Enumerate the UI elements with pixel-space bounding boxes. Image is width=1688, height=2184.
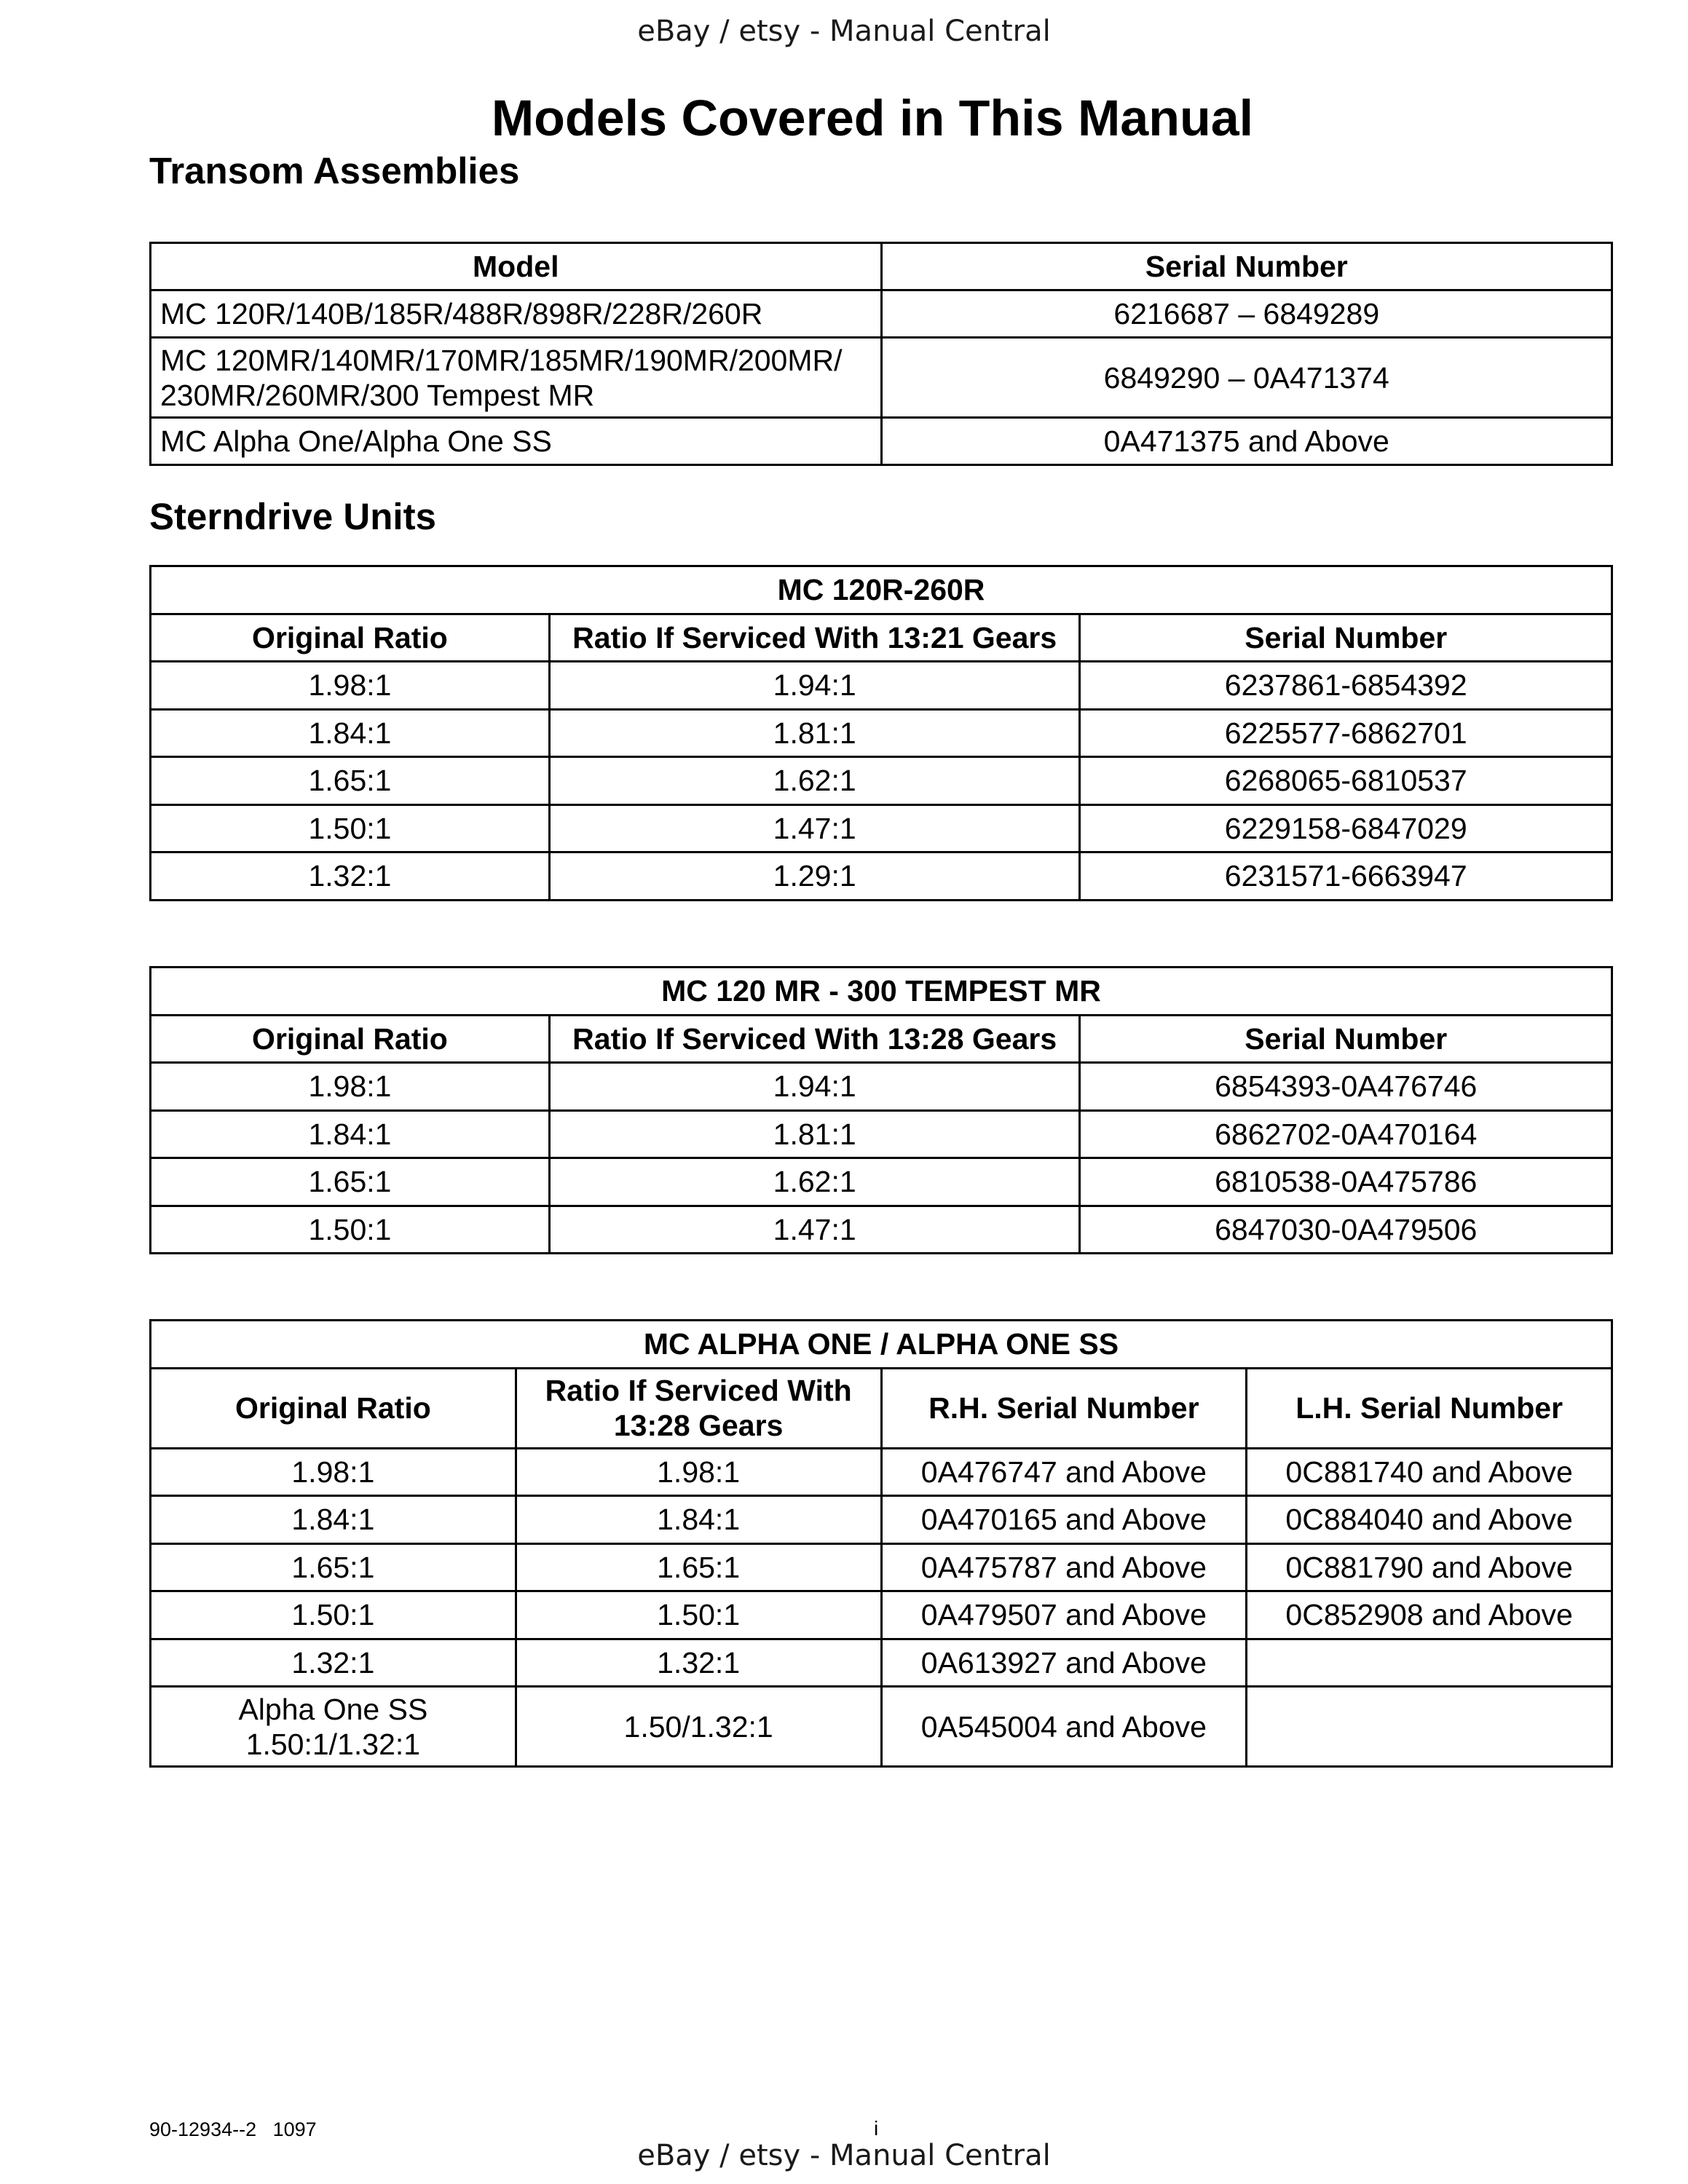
original-ratio-line-1: Alpha One SS [238, 1692, 428, 1726]
lh-serial-cell [1247, 1687, 1612, 1767]
model-line-1: MC 120MR/140MR/170MR/185MR/190MR/200MR/ [160, 343, 843, 377]
serial-cell: 6849290 – 0A471374 [881, 338, 1612, 418]
original-ratio-cell: 1.84:1 [151, 709, 550, 757]
mc120mr-table [149, 966, 1613, 1254]
header-original-ratio: Original Ratio [151, 614, 550, 662]
header-serviced-line-2: 13:28 Gears [613, 1409, 784, 1442]
lh-serial-cell: 0C881740 and Above [1247, 1448, 1612, 1496]
serviced-ratio-cell: 1.84:1 [516, 1496, 881, 1544]
serviced-ratio-cell: 1.94:1 [549, 1063, 1080, 1111]
original-ratio-cell: 1.50:1 [151, 1206, 550, 1254]
watermark-top: eBay / etsy - Manual Central [637, 15, 1051, 48]
header-lh-serial: L.H. Serial Number [1247, 1368, 1612, 1448]
serial-cell: 6854393-0A476746 [1080, 1063, 1612, 1111]
mc120r-table [149, 565, 1613, 901]
rh-serial-cell: 0A545004 and Above [881, 1687, 1247, 1767]
original-ratio-cell: 1.98:1 [151, 1063, 550, 1111]
original-ratio-cell [151, 1687, 516, 1767]
model-cell: MC 120R/140B/185R/488R/898R/228R/260R [151, 290, 882, 338]
table-row [151, 1687, 1612, 1767]
serial-cell: 6810538-0A475786 [1080, 1158, 1612, 1206]
table-row [151, 1063, 1612, 1111]
original-ratio-cell: 1.32:1 [151, 852, 550, 901]
serial-cell: 6229158-6847029 [1080, 804, 1612, 852]
header-serviced-ratio: Ratio If Serviced With 13:28 Gears [549, 1015, 1080, 1063]
model-line-2: 230MR/260MR/300 Tempest MR [160, 378, 595, 412]
footer-document-number: 90-12934--2 1097 [149, 2118, 317, 2140]
transom-heading: Transom Assemblies [149, 150, 520, 191]
header-serial: Serial Number [1080, 1015, 1612, 1063]
serial-cell: 0A471375 and Above [881, 418, 1612, 465]
lh-serial-cell [1247, 1639, 1612, 1687]
table-header-row [151, 614, 1612, 662]
table-caption-row [151, 1321, 1612, 1369]
original-ratio-cell: 1.65:1 [151, 1158, 550, 1206]
serial-cell: 6268065-6810537 [1080, 757, 1612, 805]
header-serviced-ratio [516, 1368, 881, 1448]
alpha-one-table [149, 1319, 1613, 1768]
header-rh-serial: R.H. Serial Number [881, 1368, 1247, 1448]
serviced-ratio-cell: 1.94:1 [549, 662, 1080, 710]
table-row [151, 1496, 1612, 1544]
rh-serial-cell: 0A479507 and Above [881, 1591, 1247, 1639]
table-caption: MC 120 MR - 300 TEMPEST MR [151, 968, 1612, 1016]
header-model: Model [151, 243, 882, 290]
header-original-ratio: Original Ratio [151, 1368, 516, 1448]
serial-cell: 6225577-6862701 [1080, 709, 1612, 757]
table-row [151, 1448, 1612, 1496]
rh-serial-cell: 0A470165 and Above [881, 1496, 1247, 1544]
original-ratio-cell: 1.50:1 [151, 1591, 516, 1639]
header-serviced-line-1: Ratio If Serviced With [545, 1374, 852, 1407]
original-ratio-cell: 1.84:1 [151, 1496, 516, 1544]
model-cell [151, 338, 882, 418]
serial-cell: 6862702-0A470164 [1080, 1110, 1612, 1158]
table-row [151, 1206, 1612, 1254]
table-row [151, 1591, 1612, 1639]
table-header-row [151, 1015, 1612, 1063]
original-ratio-cell: 1.98:1 [151, 662, 550, 710]
lh-serial-cell: 0C881790 and Above [1247, 1543, 1612, 1591]
table-row [151, 757, 1612, 805]
original-ratio-cell: 1.50:1 [151, 804, 550, 852]
serviced-ratio-cell: 1.50/1.32:1 [516, 1687, 881, 1767]
table-row [151, 804, 1612, 852]
header-serial: Serial Number [1080, 614, 1612, 662]
lh-serial-cell: 0C852908 and Above [1247, 1591, 1612, 1639]
serviced-ratio-cell: 1.32:1 [516, 1639, 881, 1687]
header-original-ratio: Original Ratio [151, 1015, 550, 1063]
header-serviced-ratio: Ratio If Serviced With 13:21 Gears [549, 614, 1080, 662]
serviced-ratio-cell: 1.81:1 [549, 1110, 1080, 1158]
table-row [151, 290, 1612, 338]
page-title: Models Covered in This Manual [491, 90, 1254, 146]
table-row [151, 1639, 1612, 1687]
model-cell: MC Alpha One/Alpha One SS [151, 418, 882, 465]
serviced-ratio-cell: 1.29:1 [549, 852, 1080, 901]
table-row [151, 1158, 1612, 1206]
table-caption: MC 120R-260R [151, 566, 1612, 614]
serviced-ratio-cell: 1.47:1 [549, 1206, 1080, 1254]
table-row [151, 662, 1612, 710]
watermark-bottom: eBay / etsy - Manual Central [637, 2139, 1051, 2172]
serial-cell: 6216687 – 6849289 [881, 290, 1612, 338]
table-caption: MC ALPHA ONE / ALPHA ONE SS [151, 1321, 1612, 1369]
header-serial: Serial Number [881, 243, 1612, 290]
original-ratio-cell: 1.65:1 [151, 757, 550, 805]
footer-page-number: i [874, 2117, 879, 2140]
table-caption-row [151, 566, 1612, 614]
serial-cell: 6237861-6854392 [1080, 662, 1612, 710]
transom-table [149, 242, 1613, 466]
original-ratio-cell: 1.65:1 [151, 1543, 516, 1591]
original-ratio-cell: 1.98:1 [151, 1448, 516, 1496]
serial-cell: 6847030-0A479506 [1080, 1206, 1612, 1254]
table-row [151, 418, 1612, 465]
table-header-row [151, 243, 1612, 290]
original-ratio-cell: 1.32:1 [151, 1639, 516, 1687]
lh-serial-cell: 0C884040 and Above [1247, 1496, 1612, 1544]
table-row [151, 709, 1612, 757]
serviced-ratio-cell: 1.62:1 [549, 757, 1080, 805]
table-row [151, 1110, 1612, 1158]
original-ratio-cell: 1.84:1 [151, 1110, 550, 1158]
rh-serial-cell: 0A613927 and Above [881, 1639, 1247, 1687]
table-row [151, 338, 1612, 418]
serial-cell: 6231571-6663947 [1080, 852, 1612, 901]
table-row [151, 1543, 1612, 1591]
serviced-ratio-cell: 1.50:1 [516, 1591, 881, 1639]
table-row [151, 852, 1612, 901]
serviced-ratio-cell: 1.47:1 [549, 804, 1080, 852]
serviced-ratio-cell: 1.62:1 [549, 1158, 1080, 1206]
table-caption-row [151, 968, 1612, 1016]
serviced-ratio-cell: 1.65:1 [516, 1543, 881, 1591]
rh-serial-cell: 0A475787 and Above [881, 1543, 1247, 1591]
serviced-ratio-cell: 1.98:1 [516, 1448, 881, 1496]
rh-serial-cell: 0A476747 and Above [881, 1448, 1247, 1496]
table-header-row [151, 1368, 1612, 1448]
original-ratio-line-2: 1.50:1/1.32:1 [245, 1727, 421, 1761]
serviced-ratio-cell: 1.81:1 [549, 709, 1080, 757]
sterndrive-heading: Sterndrive Units [149, 496, 436, 537]
